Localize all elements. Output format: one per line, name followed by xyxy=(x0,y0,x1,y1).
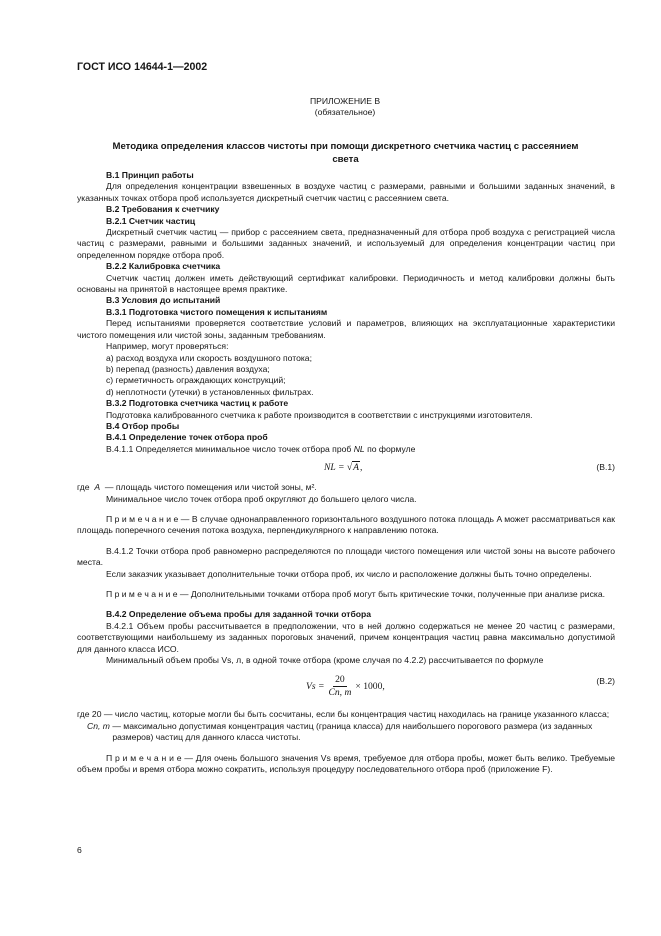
note-label: П р и м е ч а н и е xyxy=(106,752,182,763)
section-heading-b2: В.2 Требования к счетчику xyxy=(106,204,220,215)
equation-b1-lhs: NL = xyxy=(324,462,345,474)
nl-symbol: NL xyxy=(353,443,365,454)
section-heading-b41: В.4.1 Определение точек отбора проб xyxy=(106,432,268,443)
paragraph-b412-extra: Если заказчик указывает дополнительные точки отбора проб, их число и расположение должны быть точно определены. xyxy=(106,568,592,579)
note-label: П р и м е ч а н и е xyxy=(106,513,179,524)
paragraph-min-volume: Минимальный объем пробы Vs, л, в одной точке отбора (кроме случая по 4.2.2) рассчитывается по формуле xyxy=(106,655,544,666)
equation-b2-rhs: × 1000, xyxy=(355,680,385,692)
equation-b2-body xyxy=(306,671,385,701)
section-heading-b1: В.1 Принцип работы xyxy=(106,170,194,180)
equation-b2 xyxy=(77,671,615,701)
section-heading-b3: В.3 Условия до испытаний xyxy=(106,295,221,306)
equation-b1-arg: A xyxy=(353,462,359,474)
note-3 xyxy=(77,753,615,776)
where-desc-cnm: — максимально допустимая концентрация частиц (граница класса) для наибольшего порогового размера (из заданных размеров) частиц для данного класса чистоты. xyxy=(112,720,593,743)
b411-tail: по формуле xyxy=(367,443,416,454)
paragraph-b411 xyxy=(77,444,615,455)
document-body xyxy=(77,170,615,775)
where-term-20: где 20 xyxy=(77,709,102,720)
list-item: d) неплотности (утечки) в установленных фильтрах. xyxy=(106,386,314,397)
paragraph-b1: Для определения концентрации взвешенных в воздухе частиц с размерами, равными и большими заданных значений, в указанных точках отбора проб используется дискретный счетчик частиц с рассеянием света. xyxy=(77,181,615,203)
note-2-text: — Дополнительными точками отбора проб могут быть критические точки, полученные при анализе риска. xyxy=(179,589,605,599)
where-text-a: — площадь чистого помещения или чистой зоны, м². xyxy=(104,482,317,493)
document-header: ГОСТ ИСО 14644-1—2002 xyxy=(77,61,208,73)
paragraph-min-points: Минимальное число точек отбора проб округляют до большего целого числа. xyxy=(106,493,417,504)
fraction-denominator: Cn, m xyxy=(328,686,352,698)
equation-number-b1: (В.1) xyxy=(596,462,615,473)
sqrt-sign: √ xyxy=(346,462,353,474)
paragraph-b31-example: Например, могут проверяться: xyxy=(106,341,229,352)
equation-b1-end: , xyxy=(359,462,363,474)
equation-number-b2: (В.2) xyxy=(596,676,615,687)
section-heading-b31: В.3.1 Подготовка чистого помещения к испытаниям xyxy=(106,306,328,317)
where-symbol-a: A xyxy=(94,482,101,493)
note-1-text: — В случае однонаправленного горизонтального воздушного потока площадь A может рассматриваться как площадь поперечного сечения потока воздуха, перпендикулярного к направлению потока. xyxy=(77,513,615,536)
paragraph-b21: Дискретный счетчик частиц — прибор с рассеянием света, предназначенный для отбора проб воздуха с регистрацией числа частиц с размерами, равными и большими заданных значений, и используемый для определения концентрации частиц при определенном порядке отбора проб. xyxy=(77,227,615,260)
main-title: Методика определения классов чистоты при помощи дискретного счетчика частиц с рассеянием света xyxy=(112,141,579,165)
section-heading-b32: В.3.2 Подготовка счетчика частиц к работе xyxy=(106,398,289,409)
equation-b1-body xyxy=(324,462,362,473)
section-heading-b21: В.2.1 Счетчик частиц xyxy=(106,215,196,226)
where-clause-20 xyxy=(77,709,615,720)
note-label: П р и м е ч а н и е xyxy=(106,589,178,599)
paragraph-b421: В.4.2.1 Объем пробы рассчитывается в предположении, что в ней должно содержаться не менее 20 частиц с размерами, соответствующими наибольшему из заданных пороговых значений, причем концентрация частиц равна максимально допустимой для данного класса ИСО. xyxy=(77,620,615,654)
appendix-subtitle: (обязательное) xyxy=(314,107,376,117)
equation-b1 xyxy=(77,459,615,477)
where-clause-a xyxy=(77,482,615,493)
list-item: c) герметичность ограждающих конструкций; xyxy=(106,375,286,386)
note-3-text: — Для очень большого значения Vs время, требуемое для отбора пробы, может быть велико. Требуемые объем пробы и время отбора можно сократить, используя процедуру последовательного отбора проб (приложение F). xyxy=(77,752,616,775)
fraction-numerator: 20 xyxy=(335,673,345,685)
section-heading-b4: В.4 Отбор пробы xyxy=(106,420,180,431)
paragraph-b22: Счетчик частиц должен иметь действующий сертификат калибровки. Периодичность и метод калибровки должны быть основаны на принятой в настоящее время практике. xyxy=(77,272,615,295)
paragraph-b32: Подготовка калиброванного счетчика к работе производится в соответствии с инструкциями изготовителя. xyxy=(106,409,533,420)
paragraph-b31: Перед испытаниями проверяется соответствие условий и параметров, влияющих на эксплуатационные характеристики чистого помещения или чистой зоны, заданным требованиям. xyxy=(77,318,615,340)
page-number: 6 xyxy=(77,845,82,855)
list-item: a) расход воздуха или скорость воздушного потока; xyxy=(106,352,312,363)
where-clause-cnm xyxy=(77,721,615,744)
appendix-title: ПРИЛОЖЕНИЕ В xyxy=(309,96,381,106)
paragraph-b412: В.4.1.2 Точки отбора проб равномерно распределяются по площади чистого помещения или чистой зоны на высоте рабочего места. xyxy=(77,545,615,568)
note-2 xyxy=(77,589,615,600)
equation-b2-lhs: Vs = xyxy=(306,680,325,692)
note-1 xyxy=(77,514,615,537)
list-item: b) перепад (разность) давления воздуха; xyxy=(106,363,270,374)
section-heading-b42: В.4.2 Определение объема пробы для заданной точки отбора xyxy=(106,609,372,620)
fraction xyxy=(326,674,353,699)
where-desc-20: — число частиц, которые могли бы быть сосчитаны, если бы концентрация частиц находилась на границе указанного класса; xyxy=(103,709,610,720)
b411-text: В.4.1.1 Определяется минимальное число точек отбора проб xyxy=(106,443,352,454)
section-heading-b22: В.2.2 Калибровка счетчика xyxy=(106,261,221,272)
where-term-cnm: Cn, m xyxy=(87,720,110,731)
where-word: где xyxy=(77,482,90,493)
